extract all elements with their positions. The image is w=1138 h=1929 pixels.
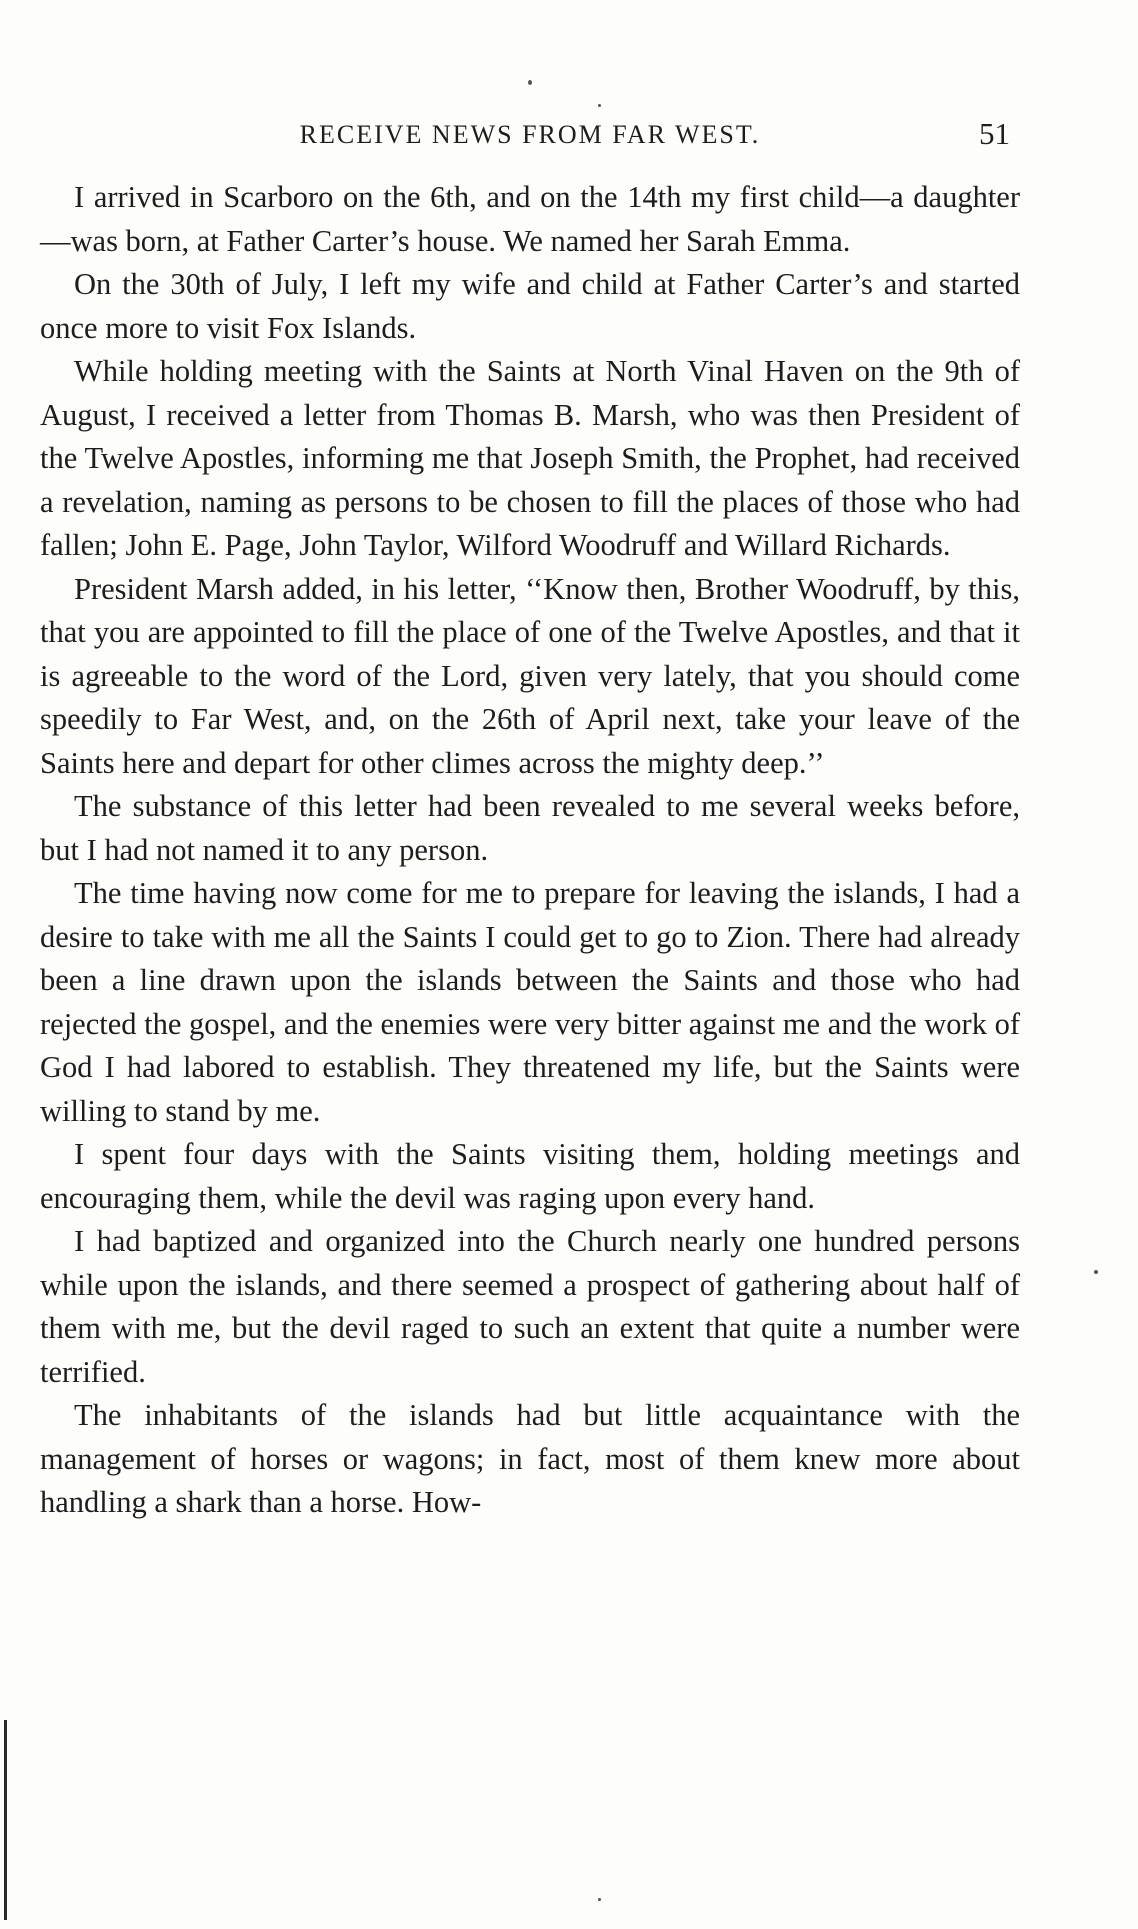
paragraph: I had baptized and organized into the Church nearly one hundred persons while upon the islands, and there seemed a prospect of gathering about half of them with me, but the devil raged to such an extent that quite a number were terrified.	[40, 1224, 1020, 1389]
paragraph: President Marsh added, in his letter, ‘‘Know then, Brother Woodruff, by this, that you are appointed to fill the place of one of the Twelve Apostles, and that it is agreeable to the word of the Lord, given very lately, that you should come speedily to Far West, and, on the 26th of April next, take your leave of the Saints here and depart for other climes across the mighty deep.’’	[40, 571, 1020, 780]
running-head: RECEIVE NEWS FROM FAR WEST.	[299, 120, 761, 149]
scan-speck	[1094, 1270, 1098, 1274]
paragraph: While holding meeting with the Saints at North Vinal Haven on the 9th of August, I received a letter from Thomas B. Marsh, who was then President of the Twelve Apostles, informing me that Joseph Smith, the Prophet, had received a revelation, naming as persons to be chosen to fill the places of those who had fallen; John E. Page, John Taylor, Wilford Woodruff and Willard Richards.	[40, 354, 1020, 562]
paragraph: The time having now come for me to prepare for leaving the islands, I had a desire to take with me all the Saints I could get to go to Zion. There had already been a line drawn upon the islands between the Saints and those who had rejected the gospel, and the enemies were very bitter against me and the work of God I had labored to establish. They threatened my life, but the Saints were willing to stand by me.	[40, 876, 1020, 1128]
body-text	[40, 176, 1020, 1525]
paragraph: On the 30th of July, I left my wife and child at Father Carter’s and started once more to visit Fox Islands.	[40, 267, 1020, 345]
scan-speck	[528, 80, 532, 85]
page-number: 51	[979, 116, 1010, 151]
paragraph: I spent four days with the Saints visiting them, holding meetings and encouraging them, while the devil was raging upon every hand.	[40, 1137, 1020, 1215]
paragraph: I arrived in Scarboro on the 6th, and on the 14th my first child—a daughter—was born, at Father Carter’s house. We named her Sarah Emma.	[40, 180, 1020, 258]
scan-speck	[598, 104, 601, 107]
page-header	[40, 116, 1020, 160]
paragraph: The substance of this letter had been revealed to me several weeks before, but I had not named it to any person.	[40, 789, 1020, 867]
scan-edge-mark	[4, 1720, 7, 1920]
paragraph: The inhabitants of the islands had but little acquaintance with the management of horses or wagons; in fact, most of them knew more about handling a shark than a horse. How-	[40, 1398, 1020, 1519]
scan-speck	[598, 1898, 601, 1901]
